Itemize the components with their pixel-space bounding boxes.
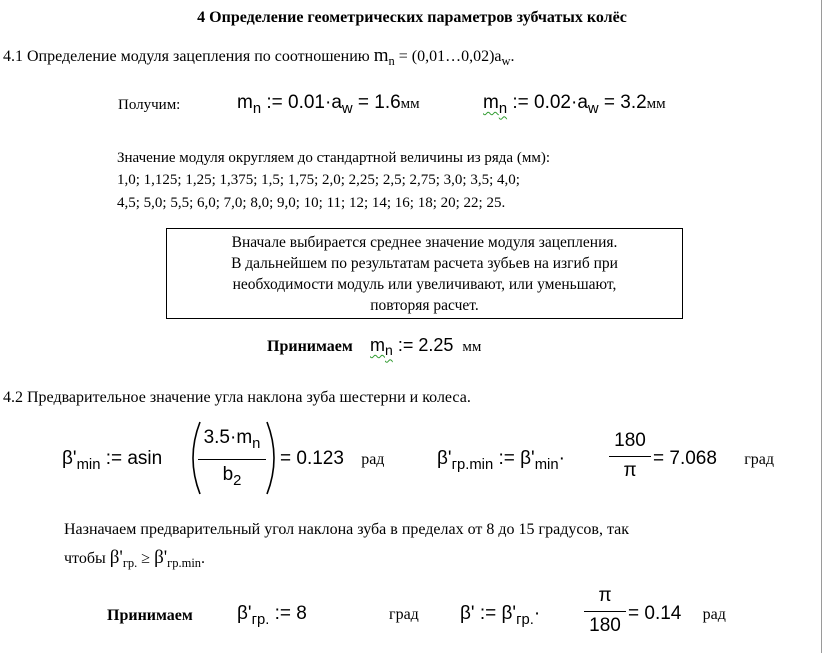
assign-text-2 xyxy=(64,547,205,569)
assign-text-1: Назначаем предварительный угол наклона зуба в пределах от 8 до 15 градусов, так xyxy=(64,521,630,538)
deg-fraction-num: 180 xyxy=(614,430,646,451)
symbol-b: b xyxy=(222,464,234,485)
subscript-min: min xyxy=(76,456,101,473)
subscript-gr: гр. xyxy=(516,611,534,628)
result-value: = 0.14 xyxy=(628,603,682,624)
asin-denominator xyxy=(198,464,266,489)
subscript-n: n xyxy=(388,53,395,68)
ratio-formula: = (0,01…0,02)a xyxy=(394,48,502,65)
deg-fraction-den: π xyxy=(623,460,637,481)
symbol-beta: β' xyxy=(154,547,168,568)
subscript-2: 2 xyxy=(233,472,242,489)
note-box xyxy=(166,228,683,319)
unit-rad: рад xyxy=(702,606,726,623)
asin-expression: := asin xyxy=(100,448,163,469)
result-value: = 0.123 xyxy=(280,448,344,469)
subscript-n: n xyxy=(385,342,393,359)
note-line-1: Вначале выбирается среднее значение модуля зацепления. xyxy=(231,234,618,251)
note-line-3: необходимости модуль или увеличивают, или уменьшают, xyxy=(232,276,617,293)
section-heading: 4 Определение геометрических параметров зубчатых колёс xyxy=(197,9,627,26)
beta-gr-assign xyxy=(237,603,307,628)
right-border-line xyxy=(821,0,822,653)
result-line xyxy=(118,96,180,114)
symbol-m: m xyxy=(373,45,389,66)
subscript-n: n xyxy=(498,100,508,117)
rad-fraction-num: π xyxy=(598,585,612,606)
fraction-bar xyxy=(584,611,626,612)
formula-mn-max xyxy=(483,92,666,117)
beta-rad-lhs xyxy=(460,603,541,628)
assign-expression: := 8 xyxy=(269,603,307,624)
subscript-grmin: гр.min xyxy=(451,456,494,473)
numerator-expression: 3.5·m xyxy=(203,427,253,448)
section-4-2-text: 4.2 Предварительное значение угла наклона зуба шестерни и колеса. xyxy=(3,389,471,406)
subscript-n: n xyxy=(252,435,261,452)
beta-grmin-lhs xyxy=(437,448,565,473)
formula-mn-min xyxy=(237,92,420,117)
formula-mn-accepted xyxy=(370,335,482,359)
multiply-dot: · xyxy=(558,448,565,469)
accept-label: Принимаем xyxy=(267,338,353,355)
note-line-2: В дальнейшем по результатам расчета зубьев на изгиб при xyxy=(231,255,618,272)
assign-expression: := 2.25 xyxy=(392,335,454,355)
asin-result xyxy=(280,448,384,470)
assign-expression: := 0.02·a xyxy=(507,92,588,113)
period: . xyxy=(201,550,206,567)
symbol-beta: β' xyxy=(460,603,475,624)
symbol-m: m xyxy=(237,92,253,113)
assign-expression: := β' xyxy=(474,603,517,624)
symbol-m: m xyxy=(483,92,499,113)
symbol-m: m xyxy=(370,335,385,355)
ge-sign: ≥ xyxy=(137,550,155,567)
rad-fraction-den: 180 xyxy=(589,615,621,636)
result-value: = 7.068 xyxy=(653,448,717,469)
series-intro: Значение модуля округляем до стандартной величины из ряда (мм): xyxy=(117,150,550,166)
unit-rad: рад xyxy=(361,451,385,468)
assign-expression: := 0.01·a xyxy=(261,92,342,113)
subscript-w: w xyxy=(341,100,353,117)
unit-grad: град xyxy=(744,451,775,468)
unit-mm: мм xyxy=(646,96,666,112)
fraction-bar xyxy=(609,456,651,457)
unit-grad: град xyxy=(389,606,419,623)
asin-numerator xyxy=(198,427,266,452)
symbol-beta: β' xyxy=(237,603,252,624)
result-value: = 1.6 xyxy=(352,92,401,113)
rad-result xyxy=(628,603,726,625)
unit-mm: мм xyxy=(400,96,420,112)
subscript-min: min xyxy=(534,456,559,473)
subscript-gr: гр. xyxy=(122,555,138,570)
grad-result xyxy=(653,448,774,470)
fraction-bar xyxy=(198,459,266,460)
result-value: = 3.2 xyxy=(598,92,647,113)
symbol-beta: β' xyxy=(109,547,123,568)
text-chtoby: чтобы xyxy=(64,550,110,567)
accept-label: Принимаем xyxy=(107,607,193,624)
result-label: Получим: xyxy=(118,97,181,113)
accept-module-line xyxy=(267,338,353,356)
unit-mm: мм xyxy=(462,339,482,355)
period: . xyxy=(510,48,515,65)
section-4-1-text: 4.1 Определение модуля зацепления по соотношению xyxy=(3,48,374,65)
subscript-grmin: гр.min xyxy=(167,555,202,570)
series-values-1: 1,0; 1,125; 1,25; 1,375; 1,5; 1,75; 2,0; 2,25; 2,5; 2,75; 3,0; 3,5; 4,0; xyxy=(117,172,520,188)
subscript-n: n xyxy=(252,100,262,117)
subscript-w: w xyxy=(501,53,511,68)
subscript-gr: гр. xyxy=(251,611,270,628)
assign-expression: := β' xyxy=(493,448,535,469)
symbol-beta: β' xyxy=(437,448,452,469)
beta-min-lhs xyxy=(62,448,163,473)
note-line-4: повторяя расчет. xyxy=(370,297,479,314)
subscript-w: w xyxy=(587,100,599,117)
accept-angle-line xyxy=(107,607,193,625)
symbol-beta: β' xyxy=(62,448,77,469)
series-values-2: 4,5; 5,0; 5,5; 6,0; 7,0; 8,0; 9,0; 10; 11; 12; 14; 16; 18; 20; 22; 25. xyxy=(117,195,506,211)
section-4-1-line xyxy=(3,45,515,67)
multiply-dot: · xyxy=(533,603,541,624)
